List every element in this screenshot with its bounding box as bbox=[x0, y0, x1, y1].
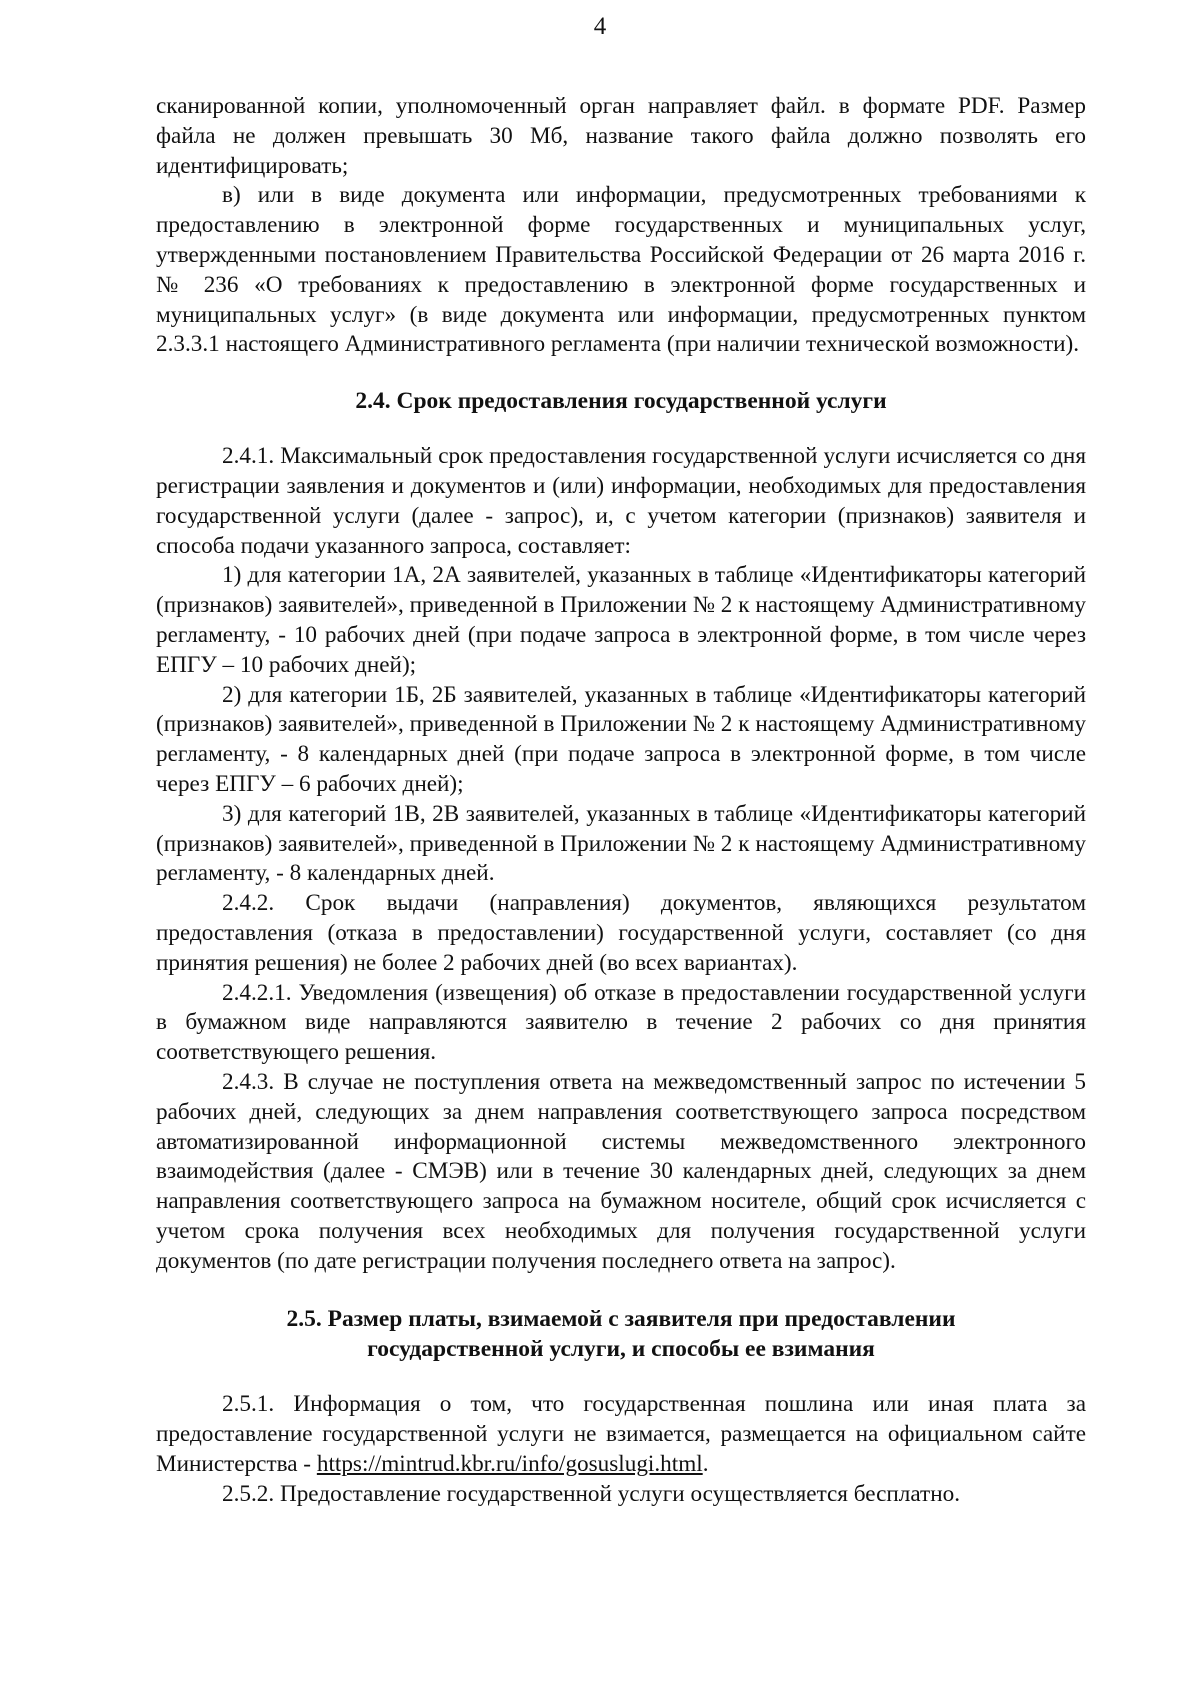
ministry-website-link[interactable]: https://mintrud.kbr.ru/info/gosuslugi.html bbox=[316, 1451, 703, 1478]
paragraph-2-5-1 bbox=[156, 1390, 1086, 1479]
paragraph-2-4-1: 2.4.1. Максимальный срок предоставления государственной услуги исчисляется со дня регистрации заявления и документов и (или) информации, необходимых для предоставления государственной услуги (далее - запрос), и, с учетом категории (признаков) заявителя и способа подачи указанного запроса, составляет: bbox=[156, 443, 1086, 559]
paragraph-2-4-2: 2.4.2. Срок выдачи (направления) документов, являющихся результатом предоставления (отказа в предоставлении) государственной услуги, составляет (со дня принятия решения) не более 2 рабочих дней (во всех вариантах). bbox=[156, 890, 1086, 976]
page-number: 4 bbox=[593, 13, 607, 40]
paragraph-2-5-1-end: . bbox=[702, 1451, 709, 1478]
section-heading-2-5-line2: государственной услуги, и способы ее взимания bbox=[367, 1336, 875, 1363]
paragraph-category-2: 2) для категории 1Б, 2Б заявителей, указанных в таблице «Идентификаторы категорий (признаков) заявителей», приведенной в Приложении № 2 к настоящему Административному регламенту, - 8 календарных дней (при подаче запроса в электронной форме, в том числе через ЕПГУ – 6 рабочих дней); bbox=[156, 681, 1086, 797]
document-body bbox=[156, 92, 1086, 1510]
paragraph-continuation: сканированной копии, уполномоченный орган направляет файл. в формате PDF. Размер файла не должен превышать 30 Мб, название такого файла должно позволять его идентифицировать; bbox=[156, 93, 1086, 179]
paragraph-2-5-1-text: 2.5.1. Информация о том, что государственная пошлина или иная плата за предоставление государственной услуги не взимается, размещается на официальном сайте Министерства - bbox=[156, 1391, 1086, 1478]
paragraph-2-5-2: 2.5.2. Предоставление государственной услуги осуществляется бесплатно. bbox=[222, 1480, 960, 1507]
section-heading-2-5-line1: 2.5. Размер платы, взимаемой с заявителя при предоставлении bbox=[286, 1306, 956, 1333]
section-heading-2-4: 2.4. Срок предоставления государственной услуги bbox=[355, 388, 887, 415]
paragraph-category-3: 3) для категорий 1В, 2В заявителей, указанных в таблице «Идентификаторы категорий (признаков) заявителей», приведенной в Приложении № 2 к настоящему Административному регламенту, - 8 календарных дней. bbox=[156, 800, 1086, 887]
paragraph-category-1: 1) для категории 1А, 2А заявителей, указанных в таблице «Идентификаторы категорий (признаков) заявителей», приведенной в Приложении № 2 к настоящему Административному регламенту, - 10 рабочих дней (при подаче запроса в электронной форме, в том числе через ЕПГУ – 10 рабочих дней); bbox=[156, 562, 1086, 678]
paragraph-item-v: в) или в виде документа или информации, предусмотренных требованиями к предоставлению в электронной форме государственных и муниципальных услуг, утвержденными постановлением Правительства Российской Федерации от 26 марта 2016 г. № 236 «О требованиях к предоставлению в электронной форме государственных и муниципальных услуг» (в виде документа или информации, предусмотренных пунктом 2.3.3.1 настоящего Административного регламента (при наличии технической возможности). bbox=[156, 182, 1086, 358]
paragraph-2-4-3: 2.4.3. В случае не поступления ответа на межведомственный запрос по истечении 5 рабочих дней, следующих за днем направления соответствующего запроса посредством автоматизированной информационной системы межведомственного электронного взаимодействия (далее - СМЭВ) или в течение 30 календарных дней, следующих за днем направления соответствующего запроса на бумажном носителе, общий срок исчисляется с учетом срока получения всех необходимых для получения государственной услуги документов (по дате регистрации получения последнего ответа на запрос). bbox=[156, 1068, 1086, 1274]
section-heading-2-5 bbox=[156, 1304, 1086, 1364]
paragraph-2-4-2-1: 2.4.2.1. Уведомления (извещения) об отказе в предоставлении государственной услуги в бумажном виде направляются заявителю в течение 2 рабочих со дня принятия соответствующего решения. bbox=[156, 979, 1086, 1066]
